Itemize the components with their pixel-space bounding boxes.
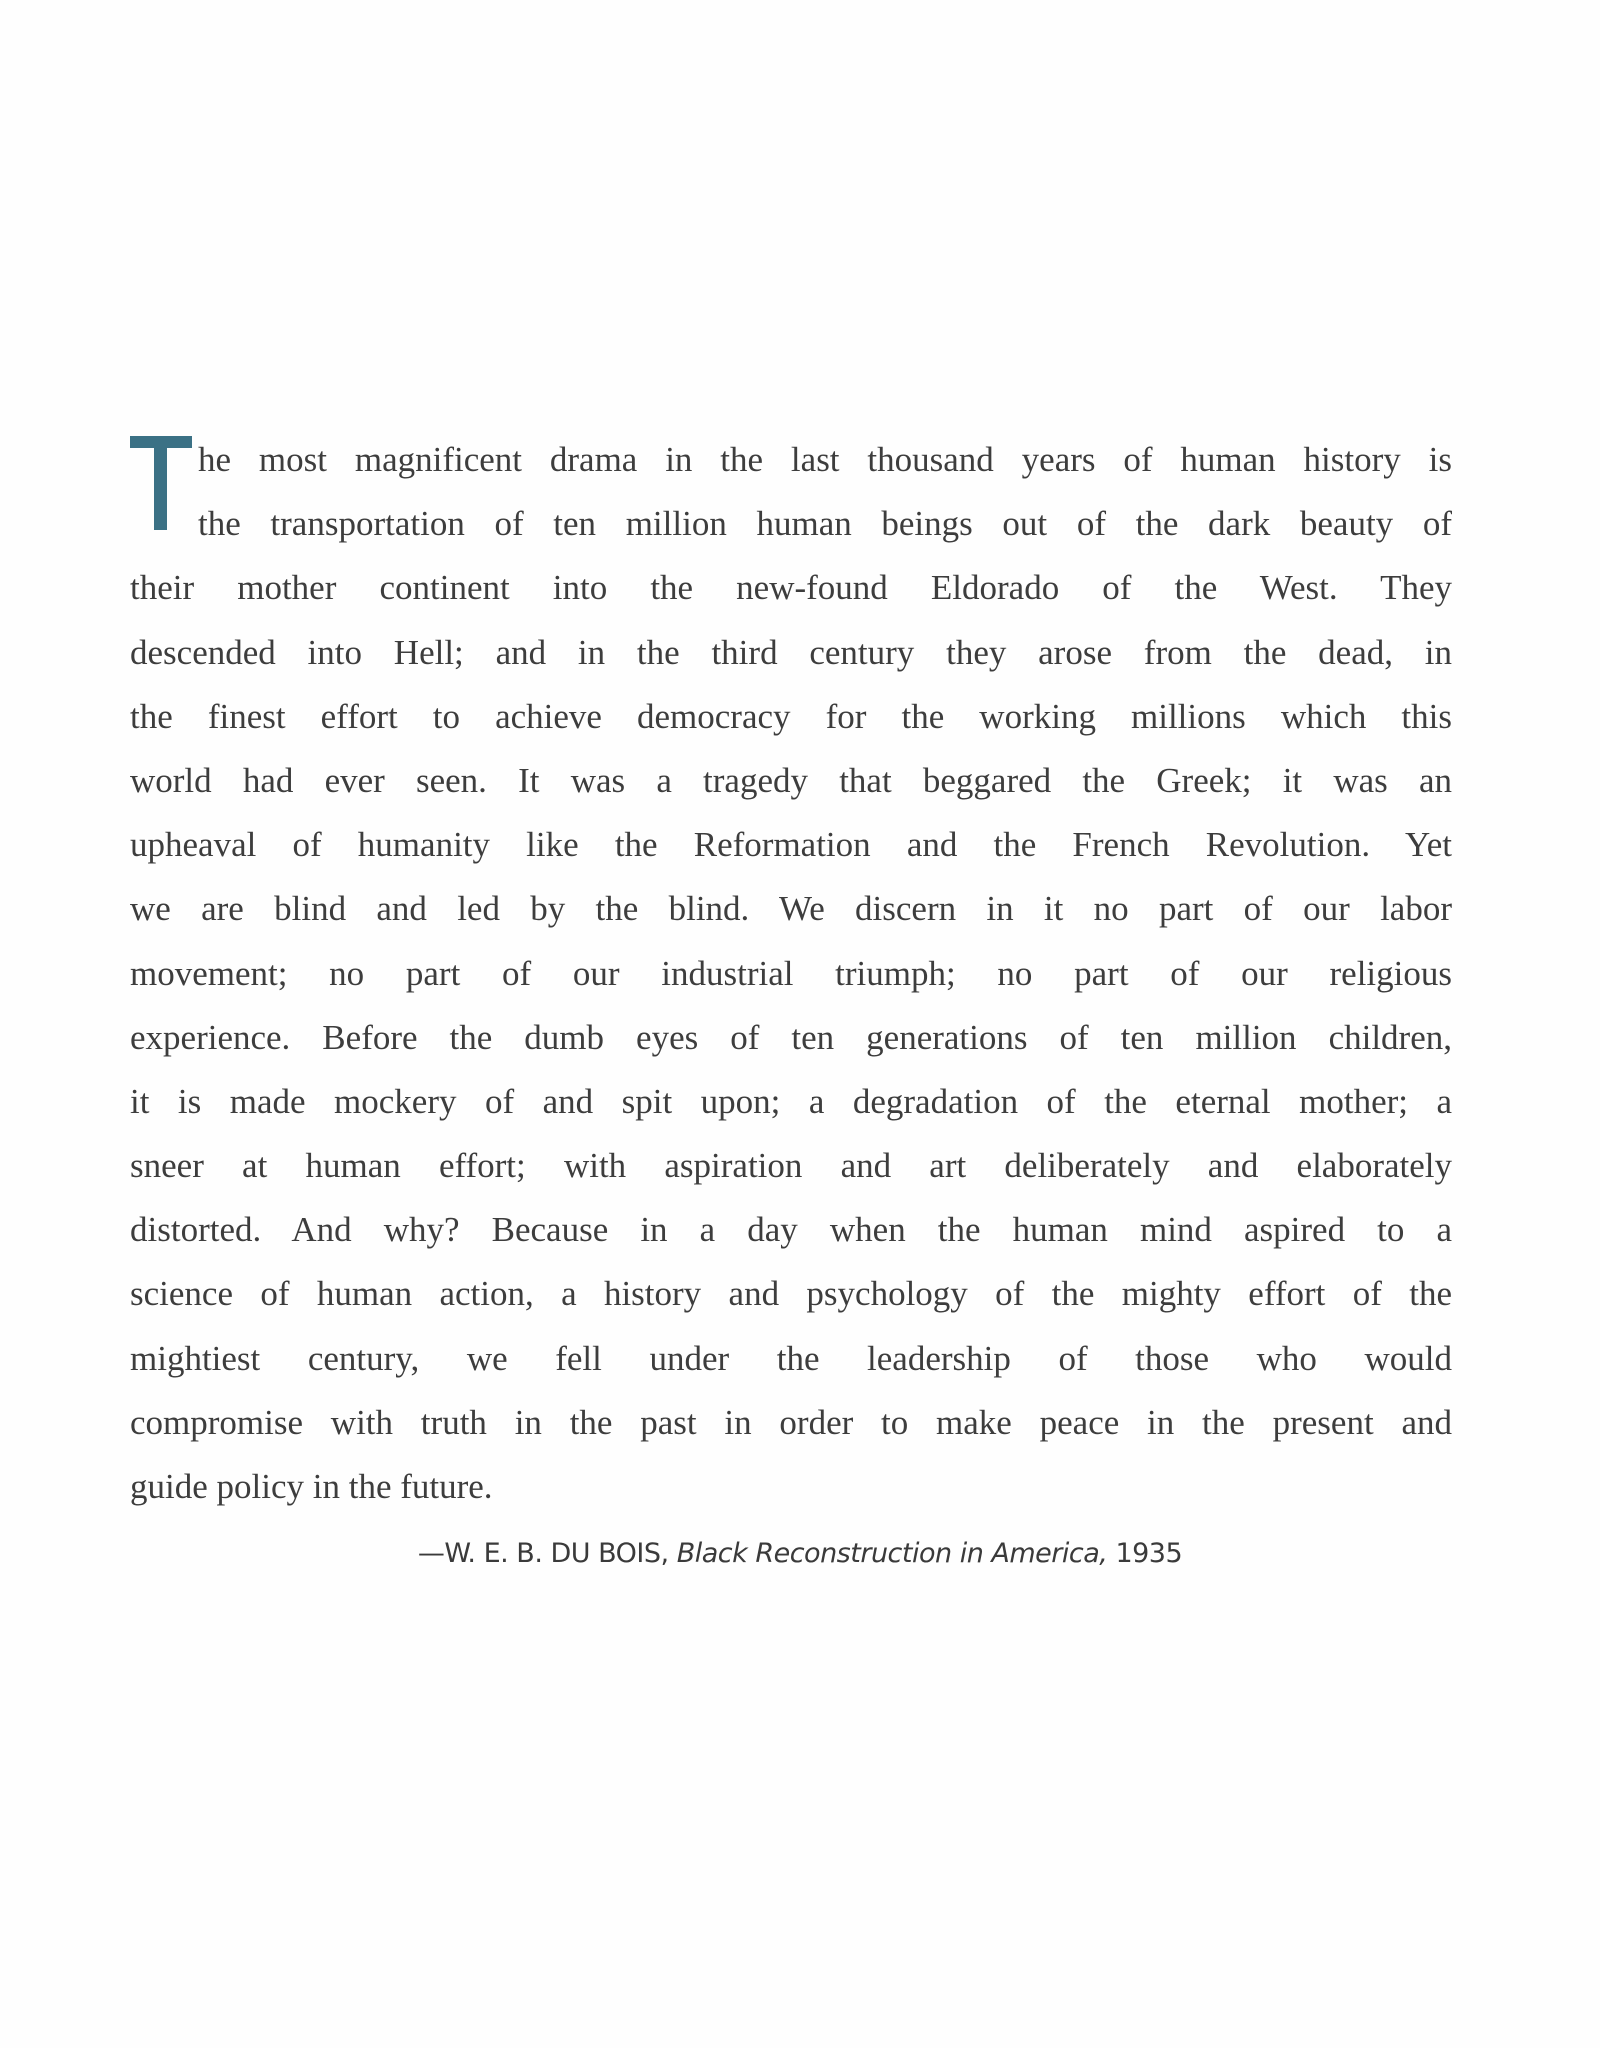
quote-line: it is made mockery of and spit upon; a degradation of the eternal mother; a	[130, 1081, 1452, 1121]
quote-line: he most magnificent drama in the last thousand years of human history is	[198, 440, 1452, 479]
quote-line: science of human action, a history and psychology of the mighty effort of the	[130, 1274, 1452, 1314]
drop-cap-stem	[154, 436, 167, 530]
quote-line: compromise with truth in the past in order to make peace in the present and	[130, 1402, 1452, 1442]
quote-line: upheaval of humanity like the Reformation and the French Revolution. Yet	[130, 825, 1452, 865]
quote-line: descended into Hell; and in the third century they arose from the dead, in	[130, 632, 1452, 672]
quote-line: their mother continent into the new-found Eldorado of the West. They	[130, 568, 1452, 608]
quote-line: world had ever seen. It was a tragedy that beggared the Greek; it was an	[130, 760, 1452, 800]
quote-line: we are blind and led by the blind. We discern in it no part of our labor	[130, 889, 1452, 929]
quote-line: experience. Before the dumb eyes of ten generations of ten million children,	[130, 1017, 1452, 1057]
quote-line: mightiest century, we fell under the leadership of those who would	[130, 1338, 1452, 1378]
quote-line: distorted. And why? Because in a day when the human mind aspired to a	[130, 1210, 1452, 1250]
attribution-work-title: Black Reconstruction in America,	[676, 1538, 1108, 1569]
quote-line: sneer at human effort; with aspiration and art deliberately and elaborately	[130, 1146, 1452, 1186]
quote-line: guide policy in the future.	[130, 1467, 493, 1506]
quote-line: the finest effort to achieve democracy for the working millions which this	[130, 696, 1452, 736]
epigraph-quote	[130, 428, 1452, 1519]
quote-line: movement; no part of our industrial triumph; no part of our religious	[130, 953, 1452, 993]
attribution-author: —W. E. B. DU BOIS,	[417, 1538, 669, 1569]
drop-cap	[130, 428, 200, 538]
attribution	[0, 1538, 1600, 1569]
attribution-year: 1935	[1115, 1538, 1183, 1569]
quote-line: the transportation of ten million human beings out of the dark beauty of	[198, 504, 1452, 544]
